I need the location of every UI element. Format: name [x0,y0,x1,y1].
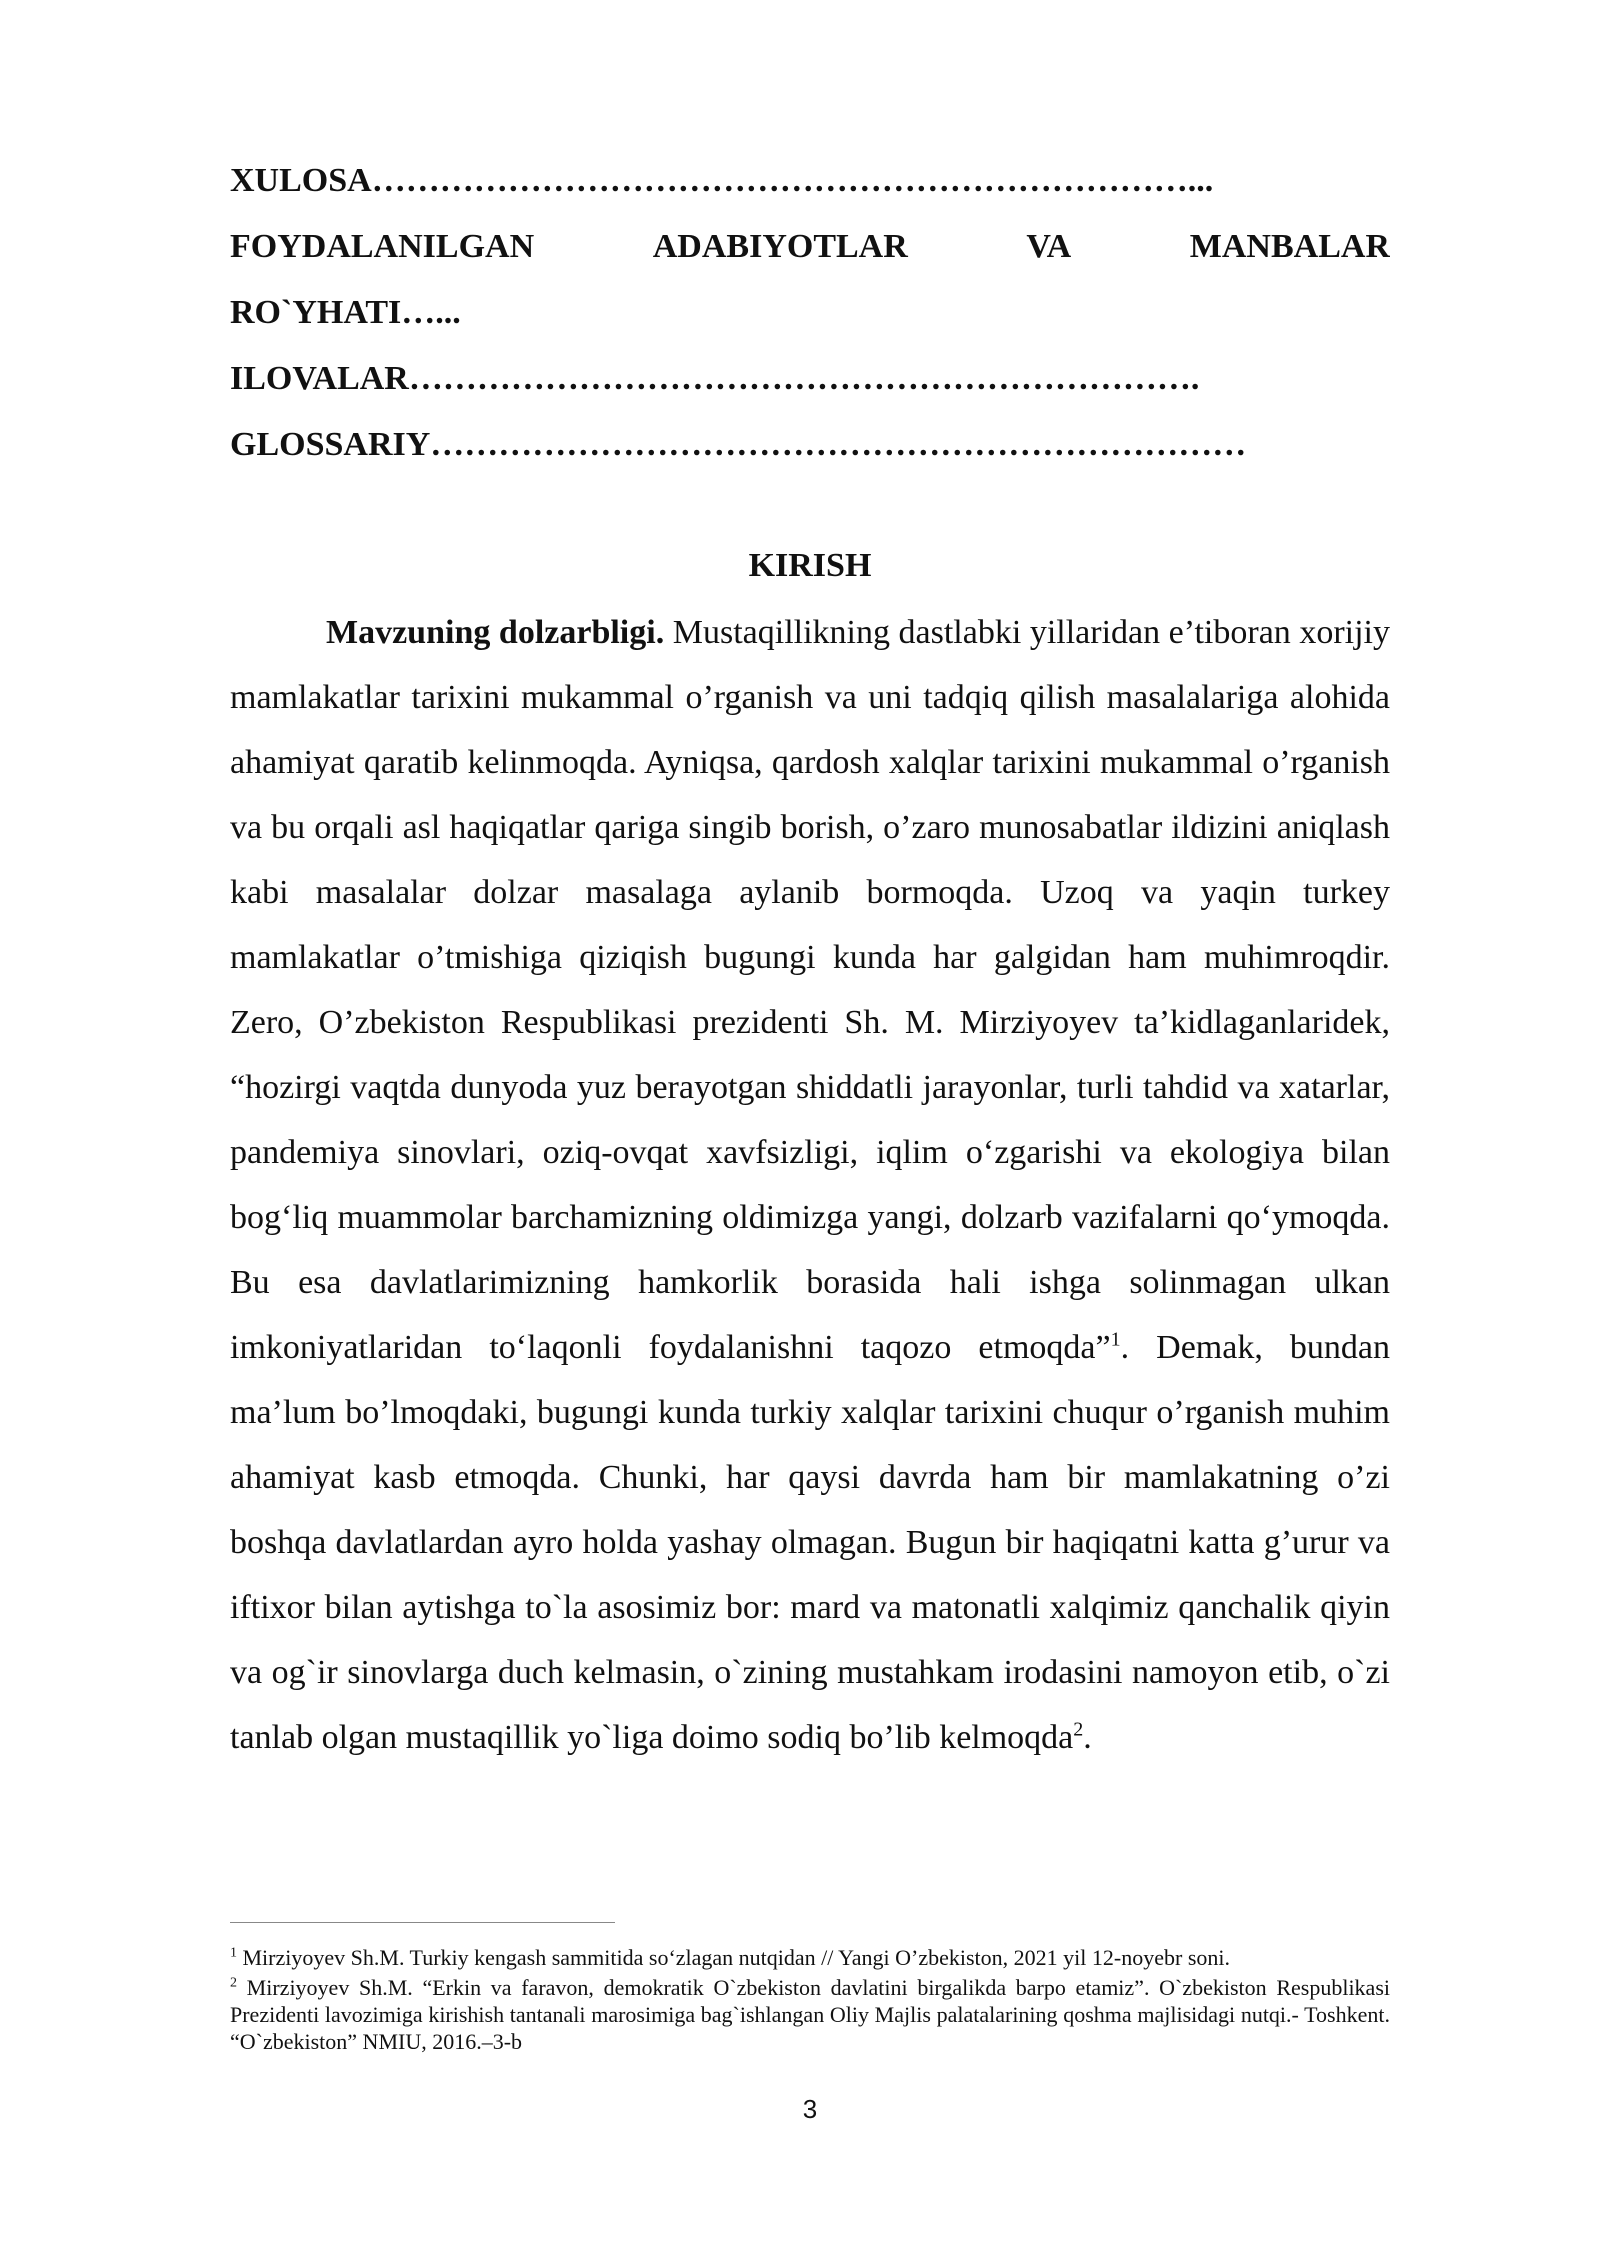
toc-word: MANBALAR [1189,228,1390,265]
footnotes [230,1944,1390,2058]
paragraph-text: Mustaqillikning dastlabki yillaridan e’tiboran xorijiy mamlakatlar tarixini mukammal o’rganish va uni tadqiq qilish masalalariga alohida ahamiyat qaratib kelinmoqda. Ayniqsa, qardosh xalqlar tarixini mukammal o’rganish va bu orqali asl haqiqatlar qariga singib borish, o’zaro munosabatlar ildizini aniqlash kabi masalalar dolzar masalaga aylanib bormoqda. Uzoq va yaqin turkey mamlakatlar o’tmishiga qiziqish bugungi kunda har galgidan ham muhimroqdir. Zero, O’zbekiston Respublikasi prezidenti Sh. M. Mirziyoyev ta’kidlaganlaridek, “hozirgi vaqtda dunyoda yuz berayotgan shiddatli jarayonlar, turli tahdid va xatarlar, pandemiya sinovlari, oziq-ovqat xavfsizligi, iqlim o‘zgarishi va ekologiya bilan bog‘liq muammolar barchamizning oldimizga yangi, dolzarb vazifalarni qo‘ymoqda. Bu esa davlatlarimizning hamkorlik borasida hali ishga solinmagan ulkan imkoniyatlaridan to‘laqonli foydalanishni taqozo etmoqda” [230,614,1391,1366]
footnote-1 [230,1944,1390,1971]
footnote-divider [230,1922,615,1923]
toc-entry-ilovalar[interactable]: ILOVALAR……………………………………………………………. [230,360,1200,397]
toc-entry-royhati[interactable]: RO`YHATI…... [230,294,461,331]
intro-section [230,600,1390,1770]
table-of-contents [230,148,1390,478]
footnote-mark: 2 [230,1975,237,1991]
paragraph-text: . Demak, bundan ma’lum bo’lmoqdaki, bugungi kunda turkiy xalqlar tarixini chuqur o’rganish muhim ahamiyat kasb etmoqda. Chunki, har qaysi davrda ham bir mamlakatning o’zi boshqa davlatlardan ayro holda yashay olmagan. Bugun bir haqiqatni katta g’urur va iftixor bilan aytishga to`la asosimiz bor: mard va matonatli xalqimiz qanchalik qiyin va og`ir sinovlarga duch kelmasin, o`zining mustahkam irodasini namoyon etib, o`zi tanlab olgan mustaqillik yo`liga doimo sodiq bo’lib kelmoqda [230,1329,1390,1756]
footnote-ref-2[interactable]: 2 [1073,1718,1084,1741]
section-heading: KIRISH [748,547,872,584]
footnote-mark: 1 [230,1945,237,1961]
footnote-2 [230,1974,1390,2055]
toc-word: VA [1026,228,1072,265]
toc-entry-glossariy[interactable]: GLOSSARIY……………………………………………………………… [230,426,1247,463]
toc-entry-xulosa[interactable]: XULOSA………………………………………………………………... [230,162,1214,199]
footnote-text: Mirziyoyev Sh.M. Turkiy kengash sammitida so‘zlagan nutqidan // Yangi O’zbekiston, 2021 yil 12-noyebr soni. [237,1945,1230,1970]
toc-word: ADABIYOTLAR [652,228,908,265]
toc-word: FOYDALANILGAN [230,228,535,265]
intro-paragraph [230,600,1390,1770]
paragraph-lead: Mavzuning dolzarbligi. [326,614,665,651]
paragraph-text: . [1083,1719,1092,1756]
toc-entry-foydalanilgan[interactable] [230,214,1390,280]
footnote-text: Mirziyoyev Sh.M. “Erkin va faravon, demokratik O`zbekiston davlatini birgalikda barpo etamiz”. O`zbekiston Respublikasi Prezidenti lavozimiga kirishish tantanali marosimiga bag`ishlangan Oliy Majlis palatalarining qoshma majlisidagi nutqi.- Toshkent. “O`zbekiston” NMIU, 2016.–3-b [230,1975,1390,2054]
page-number: 3 [802,2094,818,2124]
footnote-ref-1[interactable]: 1 [1110,1328,1121,1351]
